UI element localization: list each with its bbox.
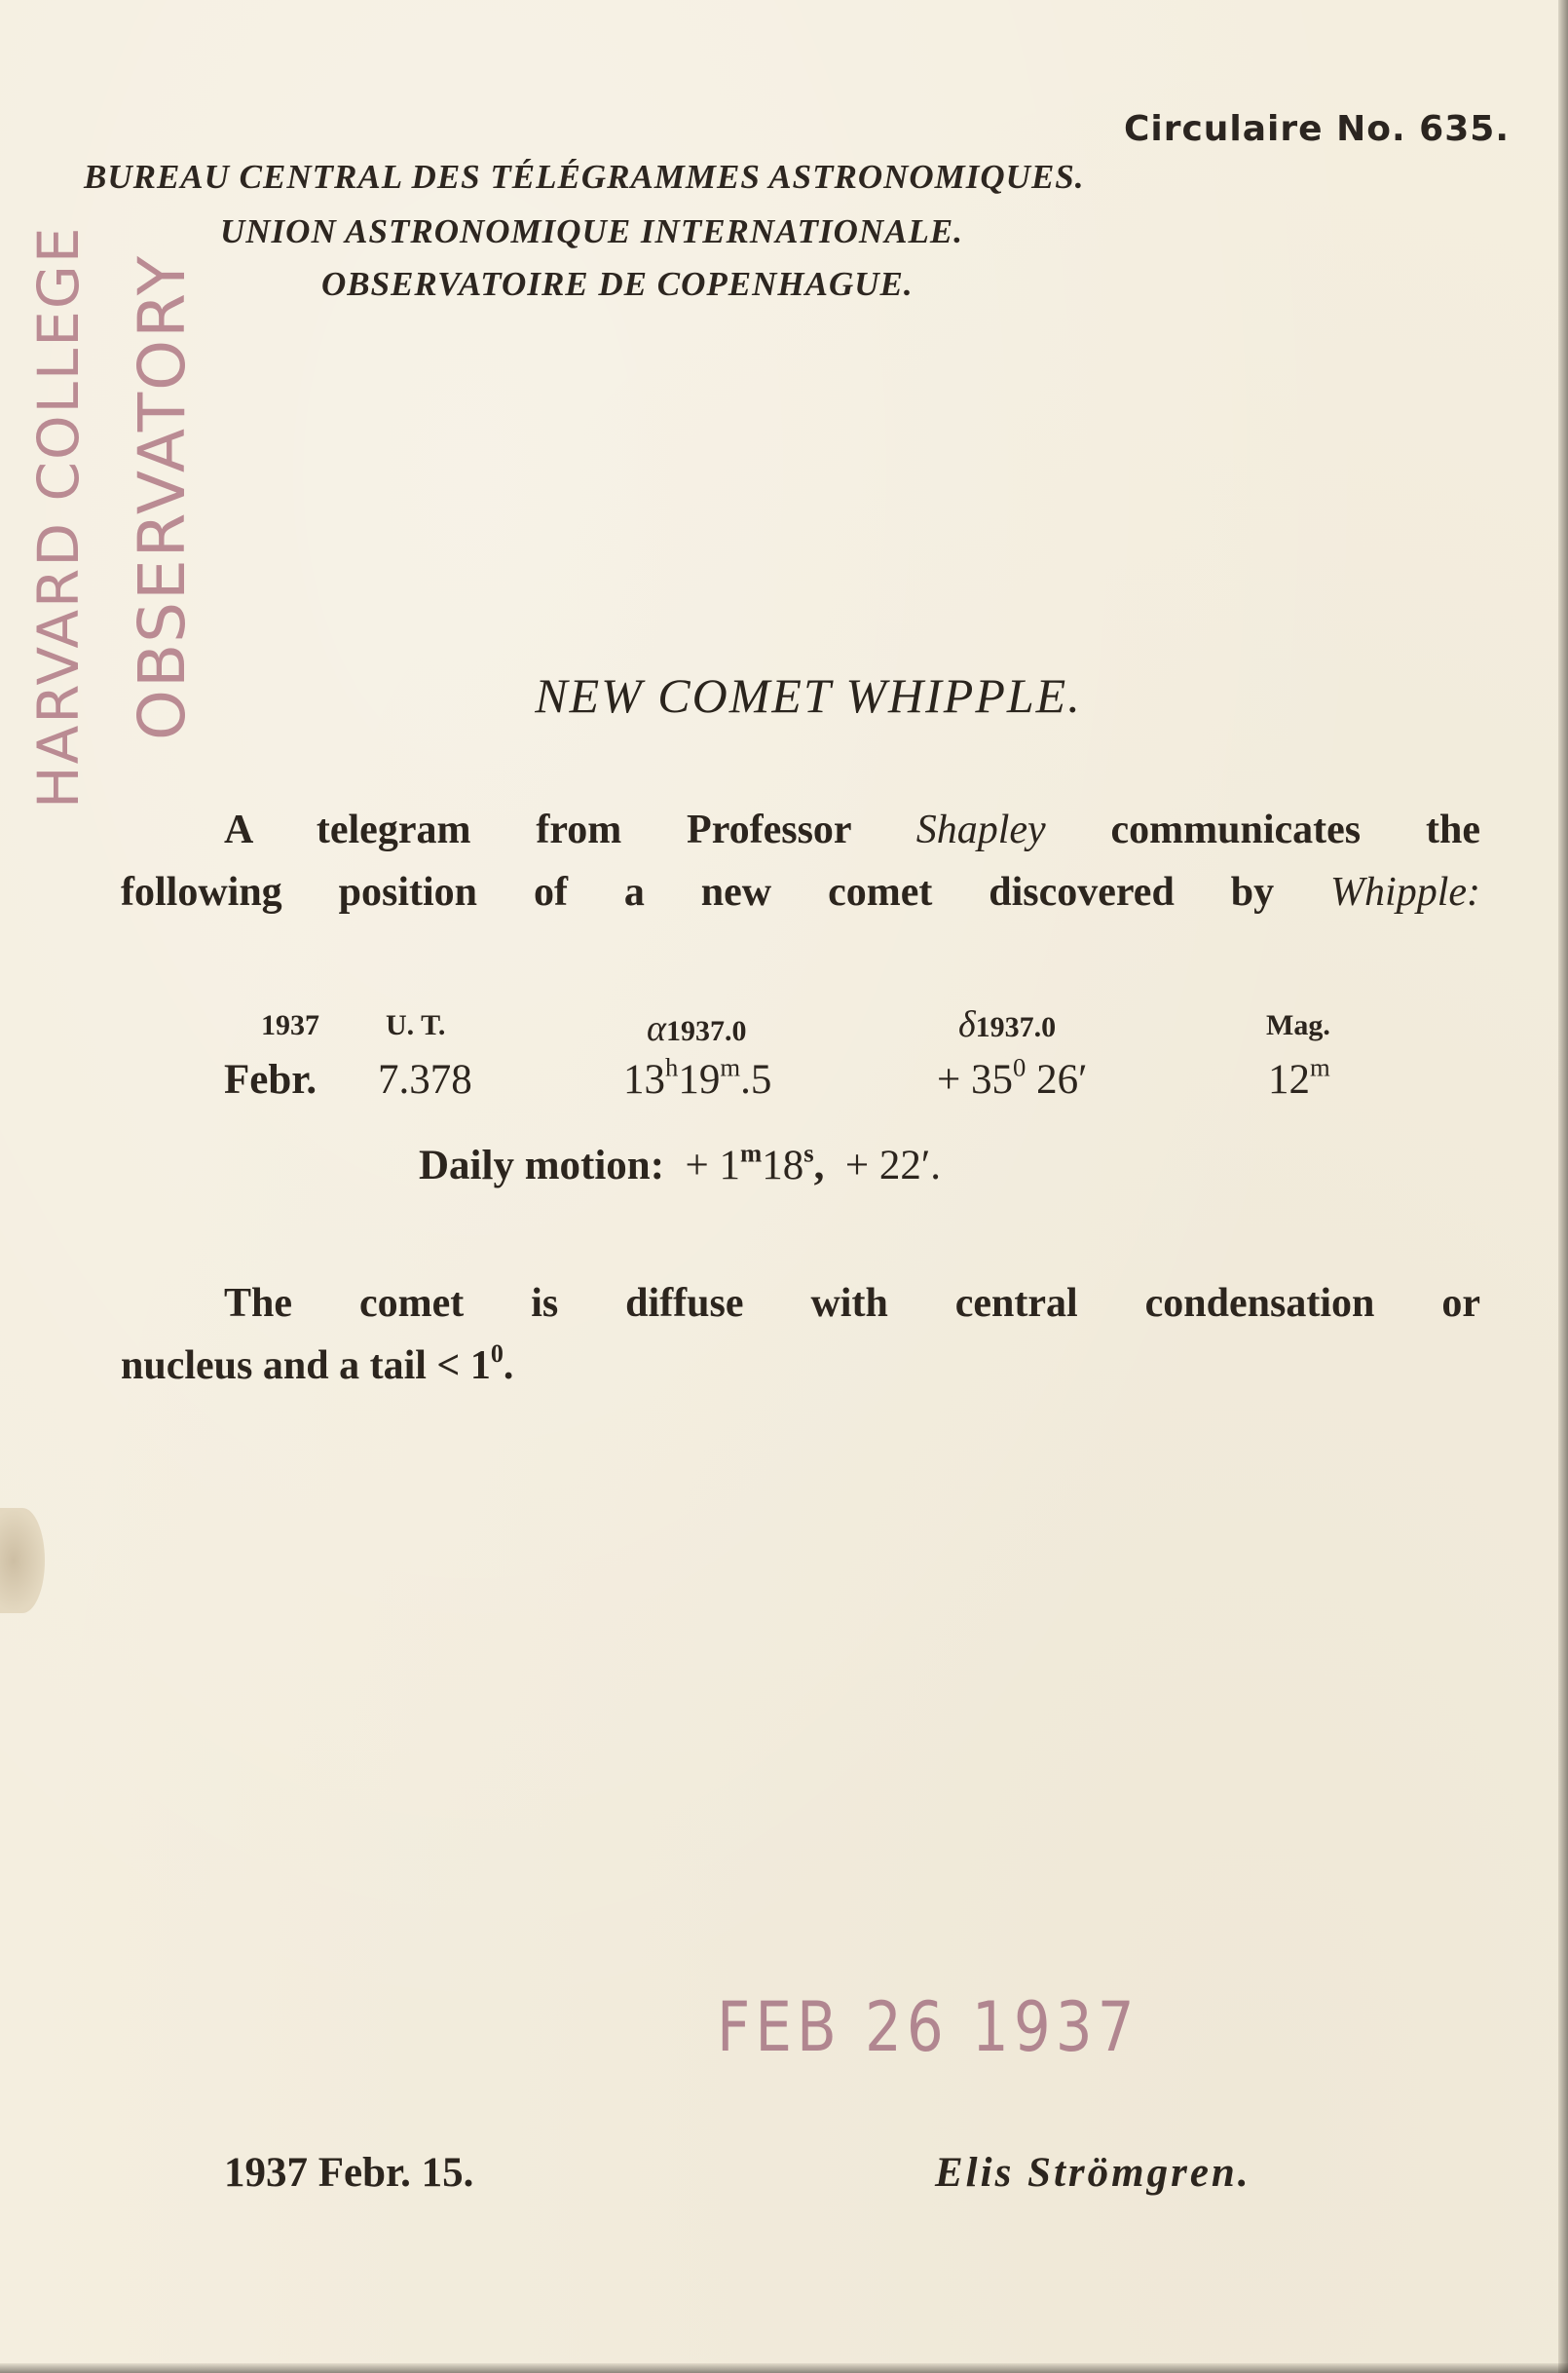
value-magnitude [1268, 1052, 1330, 1104]
daily-motion-ra-second-unit: s [803, 1138, 814, 1168]
observatory-heading: OBSERVATOIRE DE COPENHAGUE. [321, 265, 914, 303]
daily-motion-ra-seconds: 18 [762, 1143, 804, 1188]
ra-hours-unit: h [665, 1052, 679, 1082]
card-edge-right [1558, 0, 1568, 2373]
paragraph-1-text-c: following position of a new comet discovered by [121, 870, 1331, 915]
name-whipple: Whipple: [1330, 870, 1480, 915]
delta-symbol: δ [958, 1004, 976, 1045]
delta-epoch: 1937.0 [975, 1011, 1057, 1043]
magnitude-unit: m [1310, 1052, 1330, 1082]
daily-motion-ra: + 1 [685, 1143, 741, 1188]
ra-minutes-unit: m [720, 1052, 741, 1082]
daily-motion-separator: , [813, 1143, 825, 1188]
union-heading: UNION ASTRONOMIQUE INTERNATIONALE. [220, 212, 963, 250]
value-right-ascension [623, 1052, 772, 1104]
bureau-heading: BUREAU CENTRAL DES TÉLÉGRAMMES ASTRONOMIQUES. [84, 158, 1085, 196]
signature: Elis Strömgren. [935, 2150, 1251, 2196]
ra-minutes: 19 [678, 1057, 721, 1103]
value-month: Febr. [224, 1057, 317, 1103]
paragraph-2-line-2 [121, 1335, 513, 1397]
dec-degree-sign: 0 [1013, 1052, 1027, 1082]
header-declination [958, 1003, 1056, 1046]
paragraph-1-text-a: A telegram from Professor [224, 808, 916, 852]
daily-motion-ra-minute-unit: m [740, 1138, 763, 1168]
header-year: 1937 [261, 1009, 319, 1041]
page-title: NEW COMET WHIPPLE. [535, 668, 1082, 723]
received-date-stamp: FEB 26 1937 [717, 1987, 1139, 2067]
alpha-epoch: 1937.0 [665, 1015, 747, 1047]
name-shapley: Shapley [915, 808, 1046, 852]
header-magnitude: Mag. [1266, 1009, 1330, 1041]
ra-fraction: .5 [740, 1057, 772, 1103]
dec-degrees: + 35 [937, 1057, 1014, 1103]
paragraph-2-text: nucleus and a tail < 1 [121, 1343, 491, 1388]
paragraph-1-line-2 [121, 861, 1480, 923]
value-ut: 7.378 [378, 1057, 472, 1103]
dec-arcminutes: 26′ [1026, 1057, 1088, 1103]
header-ut: U. T. [386, 1009, 446, 1041]
circular-number: Circulaire No. 635. [1123, 109, 1510, 149]
daily-motion [419, 1138, 942, 1189]
value-declination [937, 1052, 1088, 1104]
paragraph-1-line-1 [224, 799, 1480, 861]
paragraph-2-line-1: The comet is diffuse with central condensation or [224, 1281, 1480, 1326]
harvard-college-stamp: HARVARD COLLEGE [25, 225, 92, 809]
card-edge-bottom [0, 2363, 1568, 2373]
paragraph-2-end: . [503, 1343, 514, 1388]
alpha-symbol: α [647, 1008, 666, 1049]
ra-hours: 13 [623, 1057, 665, 1103]
daily-motion-label: Daily motion: [419, 1143, 665, 1188]
paper-blemish [0, 1508, 45, 1613]
magnitude-number: 12 [1268, 1057, 1310, 1103]
header-right-ascension [647, 1007, 746, 1050]
observatory-stamp: OBSERVATORY [125, 253, 200, 740]
degree-superscript: 0 [490, 1339, 504, 1369]
paragraph-1-text-b: communicates the [1045, 808, 1480, 852]
daily-motion-dec: + 22′. [844, 1143, 942, 1188]
issue-date: 1937 Febr. 15. [224, 2150, 474, 2196]
